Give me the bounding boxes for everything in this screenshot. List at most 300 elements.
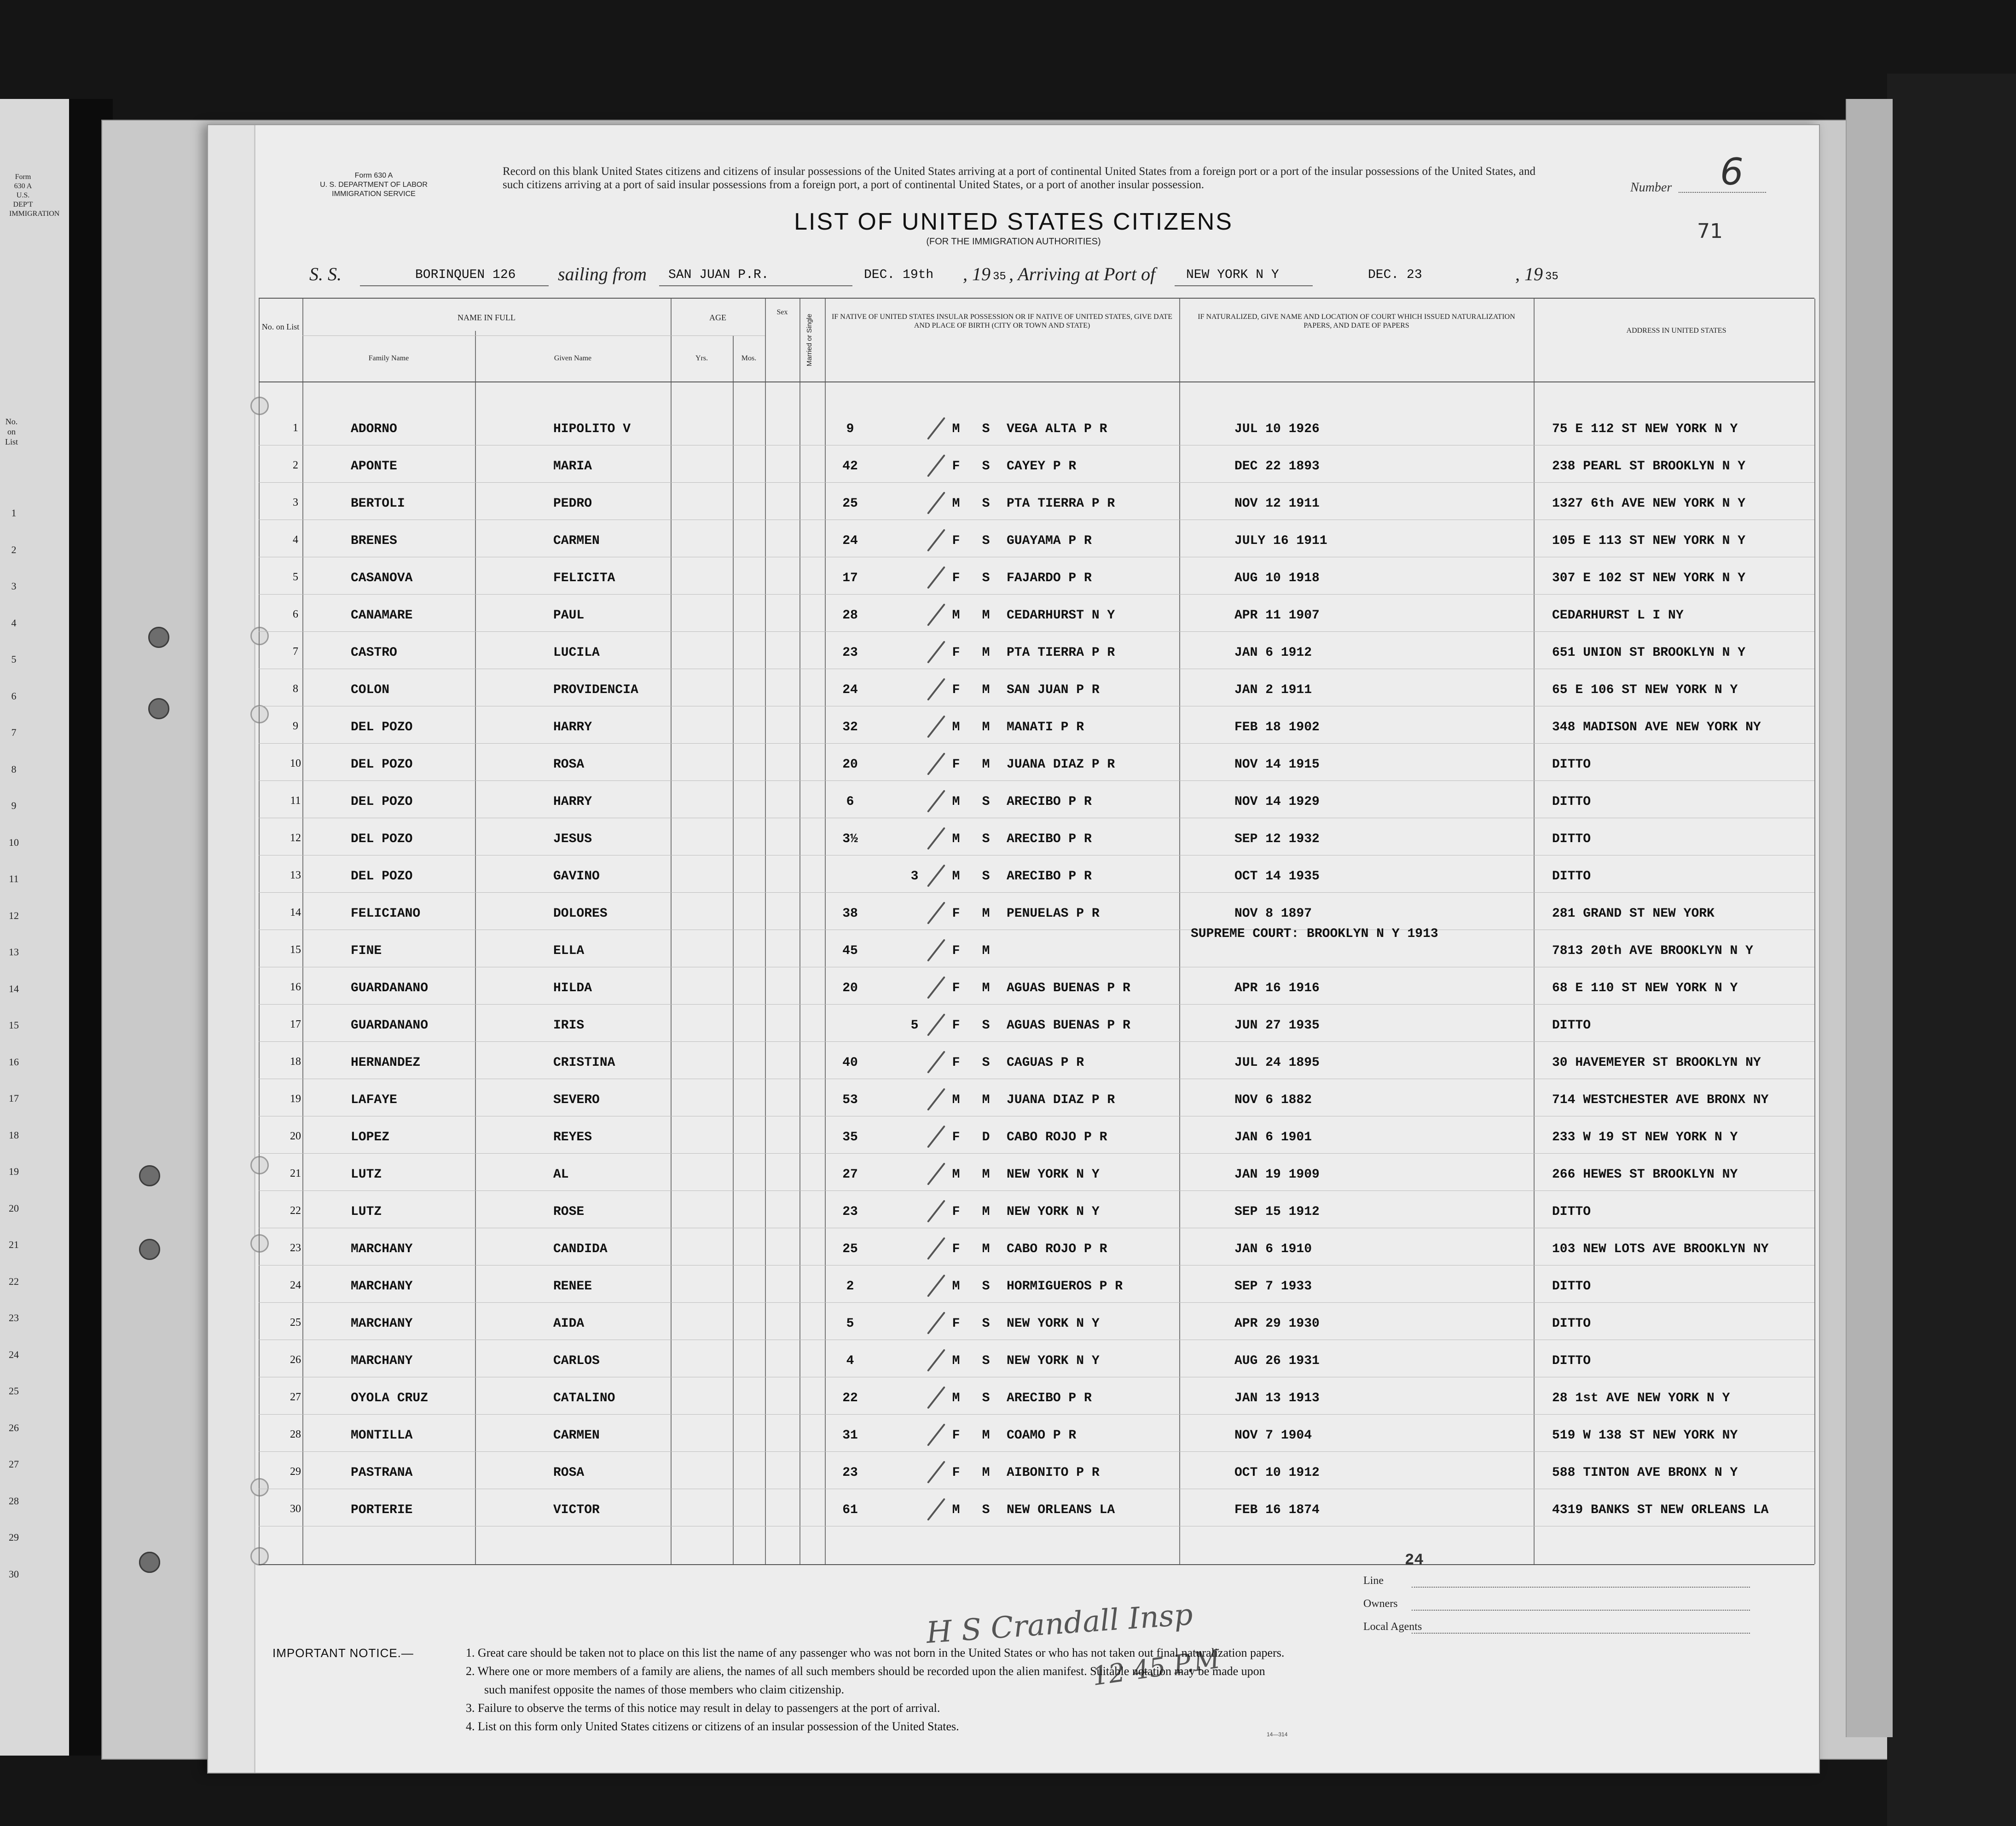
age-years: 45 xyxy=(842,944,858,958)
birth-place: CABO ROJO P R xyxy=(1007,1130,1107,1144)
age-years: 27 xyxy=(842,1167,858,1182)
punch-hole xyxy=(139,1552,160,1573)
row-number: 3 xyxy=(293,497,298,509)
family-name: COLON xyxy=(351,683,390,697)
address: DITTO xyxy=(1552,832,1591,846)
sex: M xyxy=(952,1167,960,1182)
age-years: 25 xyxy=(842,1242,858,1256)
birth-place: AGUAS BUENAS P R xyxy=(1007,981,1130,995)
previous-row-number: 19 xyxy=(9,1166,19,1177)
table-row xyxy=(259,484,1814,520)
family-name: DEL POZO xyxy=(351,720,413,734)
row-number: 7 xyxy=(293,646,298,658)
previous-row-number: 26 xyxy=(9,1422,19,1433)
previous-row-number: 17 xyxy=(9,1092,19,1104)
row-number: 18 xyxy=(290,1056,301,1068)
sex: F xyxy=(952,757,960,772)
family-name: MARCHANY xyxy=(351,1242,413,1256)
row-number: 21 xyxy=(290,1167,301,1179)
sex: M xyxy=(952,1391,960,1405)
table-row xyxy=(259,1490,1814,1526)
birth-date: JAN 6 1910 xyxy=(1234,1242,1312,1256)
previous-row-number: 13 xyxy=(9,946,19,958)
check-mark xyxy=(927,1312,945,1335)
sex: F xyxy=(952,571,960,585)
family-name: LUTZ xyxy=(351,1167,382,1182)
sex: F xyxy=(952,1130,960,1144)
row-number: 5 xyxy=(293,571,298,583)
departure-port: SAN JUAN P.R. xyxy=(668,268,769,282)
previous-row-number: 14 xyxy=(9,982,19,994)
family-name: CASANOVA xyxy=(351,571,413,585)
sex: F xyxy=(952,1317,960,1331)
previous-row-number: 10 xyxy=(9,836,19,848)
birth-date: JAN 13 1913 xyxy=(1234,1391,1320,1405)
header-given-name: Given Name xyxy=(554,354,592,362)
notice-heading: IMPORTANT NOTICE.— xyxy=(272,1646,414,1660)
sex: F xyxy=(952,907,960,921)
table-row xyxy=(259,1453,1814,1489)
given-name: MARIA xyxy=(553,459,592,474)
table-row xyxy=(259,927,1814,967)
given-name: REYES xyxy=(553,1130,592,1144)
age-years: 23 xyxy=(842,1466,858,1480)
previous-row-number: 18 xyxy=(9,1129,19,1141)
family-name: DEL POZO xyxy=(351,795,413,809)
row-number: 29 xyxy=(290,1466,301,1478)
given-name: ROSA xyxy=(553,757,585,772)
table-row xyxy=(259,707,1814,744)
given-name: CARLOS xyxy=(553,1354,600,1368)
punch-hole xyxy=(139,1239,160,1260)
family-name: MARCHANY xyxy=(351,1354,413,1368)
family-name: ADORNO xyxy=(351,422,397,436)
row-number: 4 xyxy=(293,534,298,546)
birth-date: SEP 12 1932 xyxy=(1234,832,1320,846)
previous-row-number: 27 xyxy=(9,1458,19,1470)
previous-row-number: 30 xyxy=(9,1568,19,1580)
table-row xyxy=(259,409,1814,445)
header-family-name: Family Name xyxy=(368,354,409,362)
birth-place: PTA TIERRA P R xyxy=(1007,646,1115,660)
departure-date: DEC. 19th xyxy=(864,268,934,282)
address: DITTO xyxy=(1552,757,1591,772)
given-name: ROSE xyxy=(553,1205,585,1219)
marital-status: S xyxy=(982,534,990,548)
birth-date: DEC 22 1893 xyxy=(1234,459,1320,474)
page-subtitle: (FOR THE IMMIGRATION AUTHORITIES) xyxy=(926,237,1101,247)
row-number: 30 xyxy=(290,1503,301,1515)
form-identifier: Form 630 A U. S. DEPARTMENT OF LABOR IMMIGRATION SERVICE xyxy=(320,172,428,198)
age-years: 3½ xyxy=(842,832,858,846)
punch-hole xyxy=(148,627,169,648)
birth-place: CAGUAS P R xyxy=(1007,1056,1084,1070)
age-years: 53 xyxy=(842,1093,858,1107)
birth-date: NOV 7 1904 xyxy=(1234,1428,1312,1443)
row-number: 1 xyxy=(293,422,298,434)
birth-place: AIBONITO P R xyxy=(1007,1466,1100,1480)
sex: M xyxy=(952,869,960,884)
year-label: , 19 xyxy=(1515,264,1543,284)
check-mark xyxy=(927,1051,945,1074)
previous-row-number: 3 xyxy=(11,580,17,592)
check-mark xyxy=(927,1162,945,1185)
family-name: FELICIANO xyxy=(351,907,421,921)
row-number: 13 xyxy=(290,869,301,881)
marital-status: M xyxy=(982,981,990,995)
birth-date: SEP 15 1912 xyxy=(1234,1205,1320,1219)
table-row xyxy=(259,1005,1814,1042)
sex: F xyxy=(952,944,960,958)
signature-time: 12 45 P.M xyxy=(1090,1644,1222,1692)
marital-status: S xyxy=(982,459,990,474)
family-name: DEL POZO xyxy=(351,757,413,772)
given-name: PEDRO xyxy=(553,497,592,511)
table-row xyxy=(259,1416,1814,1452)
owners-label: Owners xyxy=(1363,1598,1750,1621)
birth-date: NOV 12 1911 xyxy=(1234,497,1320,511)
family-name: LOPEZ xyxy=(351,1130,390,1144)
table-row xyxy=(259,558,1814,595)
check-mark xyxy=(927,1386,945,1409)
check-mark xyxy=(927,827,945,850)
marital-status: M xyxy=(982,907,990,921)
notice-item-1: 1. Great care should be taken not to place on this list the name of any passenger who was not born in the United States or who has not taken out final naturalization papers. xyxy=(466,1646,1285,1659)
row-number: 20 xyxy=(290,1130,301,1142)
table-row xyxy=(259,446,1814,483)
family-name: MARCHANY xyxy=(351,1279,413,1294)
previous-page-edge xyxy=(0,99,70,1756)
check-mark xyxy=(927,1088,945,1111)
departure-year: 35 xyxy=(993,271,1006,283)
check-mark xyxy=(927,1461,945,1484)
check-mark xyxy=(927,1423,945,1446)
birth-place: MANATI P R xyxy=(1007,720,1084,734)
table-row xyxy=(259,1192,1814,1228)
address: 307 E 102 ST NEW YORK N Y xyxy=(1552,571,1746,585)
birth-date: JUL 10 1926 xyxy=(1234,422,1320,436)
age-years: 5 xyxy=(846,1317,854,1331)
marital-status: M xyxy=(982,757,990,772)
sex: F xyxy=(952,1466,960,1480)
sex: M xyxy=(952,720,960,734)
age-years: 25 xyxy=(842,497,858,511)
previous-page-row-numbers xyxy=(5,506,23,1604)
age-years: 40 xyxy=(842,1056,858,1070)
arrival-year: 35 xyxy=(1545,271,1558,283)
check-mark xyxy=(927,1013,945,1036)
address: CEDARHURST L I NY xyxy=(1552,608,1684,623)
marital-status: M xyxy=(982,608,990,623)
age-years: 9 xyxy=(846,422,854,436)
check-mark xyxy=(927,976,945,999)
passenger-table xyxy=(259,298,1814,1565)
sex: F xyxy=(952,683,960,697)
header-name-in-full: NAME IN FULL xyxy=(458,313,516,322)
family-name: FINE xyxy=(351,944,382,958)
row-number: 28 xyxy=(290,1428,301,1440)
row-number: 19 xyxy=(290,1093,301,1105)
birth-date: NOV 14 1915 xyxy=(1234,757,1320,772)
birth-place: AGUAS BUENAS P R xyxy=(1007,1018,1130,1033)
table-row xyxy=(259,1229,1814,1265)
notice-item-2-continued: such manifest opposite the names of those members who claim citizenship. xyxy=(484,1683,844,1696)
birth-place: PENUELAS P R xyxy=(1007,907,1100,921)
previous-row-number: 21 xyxy=(9,1239,19,1250)
address: DITTO xyxy=(1552,869,1591,884)
birth-date: JAN 6 1912 xyxy=(1234,646,1312,660)
given-name: CARMEN xyxy=(553,1428,600,1443)
notice-item-2: 2. Where one or more members of a family are aliens, the names of all such members should be recorded upon the alien manifest. Suitable notation may be made upon xyxy=(466,1664,1265,1678)
previous-row-number: 8 xyxy=(11,763,17,775)
family-name: DEL POZO xyxy=(351,869,413,884)
ship-name: BORINQUEN 126 xyxy=(415,268,516,282)
header-age: AGE xyxy=(709,313,726,322)
marital-status: S xyxy=(982,571,990,585)
given-name: HIPOLITO V xyxy=(553,422,631,436)
age-years: 20 xyxy=(842,757,858,772)
given-name: GAVINO xyxy=(553,869,600,884)
marital-status: S xyxy=(982,869,990,884)
family-name: DEL POZO xyxy=(351,832,413,846)
age-years: 20 xyxy=(842,981,858,995)
row-number: 9 xyxy=(293,720,298,732)
row-number: 26 xyxy=(290,1354,301,1366)
marital-status: M xyxy=(982,1205,990,1219)
address: DITTO xyxy=(1552,1279,1591,1294)
family-name: HERNANDEZ xyxy=(351,1056,421,1070)
table-row xyxy=(259,1155,1814,1191)
birth-place: JUANA DIAZ P R xyxy=(1007,1093,1115,1107)
arrival-port: NEW YORK N Y xyxy=(1186,268,1279,282)
age-years: 24 xyxy=(842,534,858,548)
marital-status: S xyxy=(982,1391,990,1405)
voyage-line xyxy=(309,263,1782,291)
given-name: CANDIDA xyxy=(553,1242,608,1256)
table-row xyxy=(259,521,1814,557)
family-name: BRENES xyxy=(351,534,397,548)
sex: M xyxy=(952,1503,960,1517)
address: 348 MADISON AVE NEW YORK NY xyxy=(1552,720,1761,734)
family-name: BERTOLI xyxy=(351,497,405,511)
row-number: 23 xyxy=(290,1242,301,1254)
page-title: LIST OF UNITED STATES CITIZENS xyxy=(794,208,1233,235)
marital-status: S xyxy=(982,795,990,809)
birth-place: NEW ORLEANS LA xyxy=(1007,1503,1115,1517)
family-name: MONTILLA xyxy=(351,1428,413,1443)
sex: M xyxy=(952,1354,960,1368)
scan-right-margin xyxy=(1887,74,2016,1826)
given-name: PAUL xyxy=(553,608,585,623)
marital-status: S xyxy=(982,1317,990,1331)
address: 519 W 138 ST NEW YORK NY xyxy=(1552,1428,1738,1443)
check-mark xyxy=(927,417,945,440)
table-row xyxy=(259,745,1814,781)
birth-place: ARECIBO P R xyxy=(1007,869,1092,884)
given-name: CARMEN xyxy=(553,534,600,548)
marital-status: S xyxy=(982,422,990,436)
birth-place: HORMIGUEROS P R xyxy=(1007,1279,1123,1294)
row-number: 6 xyxy=(293,608,298,620)
arrival-date: DEC. 23 xyxy=(1368,268,1422,282)
pencil-mark: 24 xyxy=(1405,1552,1424,1569)
sex: F xyxy=(952,459,960,474)
table-row xyxy=(259,856,1814,893)
previous-row-number: 22 xyxy=(9,1275,19,1287)
birth-date: AUG 26 1931 xyxy=(1234,1354,1320,1368)
previous-row-number: 4 xyxy=(11,617,17,629)
birth-date: NOV 6 1882 xyxy=(1234,1093,1312,1107)
sex: F xyxy=(952,646,960,660)
birth-date: JAN 6 1901 xyxy=(1234,1130,1312,1144)
age-years: 31 xyxy=(842,1428,858,1443)
sex: M xyxy=(952,832,960,846)
birth-date: JAN 19 1909 xyxy=(1234,1167,1320,1182)
given-name: DOLORES xyxy=(553,907,608,921)
previous-row-number: 23 xyxy=(9,1312,19,1323)
birth-date: FEB 18 1902 xyxy=(1234,720,1320,734)
birth-place: VEGA ALTA P R xyxy=(1007,422,1107,436)
age-years: 6 xyxy=(846,795,854,809)
row-number: 10 xyxy=(290,757,301,769)
row-number: 16 xyxy=(290,981,301,993)
address: 65 E 106 ST NEW YORK N Y xyxy=(1552,683,1738,697)
ship-underline xyxy=(360,285,549,286)
given-name: HILDA xyxy=(553,981,592,995)
marital-status: M xyxy=(982,720,990,734)
age-months: 3 xyxy=(910,869,919,884)
port-underline xyxy=(659,285,852,286)
marital-status: M xyxy=(982,1428,990,1443)
address: DITTO xyxy=(1552,795,1591,809)
birth-place: FAJARDO P R xyxy=(1007,571,1092,585)
table-row xyxy=(259,782,1814,818)
inspector-signature: H S Crandall Insp xyxy=(925,1597,1194,1651)
notice-item-4: 4. List on this form only United States citizens or citizens of an insular possession of the United States. xyxy=(466,1720,959,1733)
birth-place: ARECIBO P R xyxy=(1007,832,1092,846)
marital-status: S xyxy=(982,1056,990,1070)
header-place-of-birth: IF NATIVE OF UNITED STATES INSULAR POSSESSION OR IF NATIVE OF UNITED STATES, GIVE DATE AND PLACE OF BIRTH (CITY OR TOWN AND STATE) xyxy=(831,313,1173,329)
row-number: 17 xyxy=(290,1018,301,1030)
given-name: AIDA xyxy=(553,1317,585,1331)
sex: F xyxy=(952,1428,960,1443)
age-years: 35 xyxy=(842,1130,858,1144)
sex: F xyxy=(952,534,960,548)
address: 4319 BANKS ST NEW ORLEANS LA xyxy=(1552,1503,1769,1517)
sex: M xyxy=(952,608,960,623)
address: 588 TINTON AVE BRONX N Y xyxy=(1552,1466,1738,1480)
given-name: JESUS xyxy=(553,832,592,846)
family-name: OYOLA CRUZ xyxy=(351,1391,429,1405)
previous-row-number: 7 xyxy=(11,727,17,738)
check-mark xyxy=(927,491,945,514)
previous-row-number: 15 xyxy=(9,1019,19,1031)
given-name: IRIS xyxy=(553,1018,585,1033)
row-number: 15 xyxy=(290,944,301,956)
birth-date: JULY 16 1911 xyxy=(1234,534,1327,548)
previous-row-number: 1 xyxy=(11,507,17,519)
given-name: ELLA xyxy=(553,944,585,958)
family-name: CANAMARE xyxy=(351,608,413,623)
naturalization: SUPREME COURT: BROOKLYN N Y 1913 xyxy=(1191,927,1438,941)
sex: M xyxy=(952,422,960,436)
age-years: 61 xyxy=(842,1503,858,1517)
birth-date: AUG 10 1918 xyxy=(1234,571,1320,585)
arriving-label: , Arriving at Port of xyxy=(1009,264,1156,284)
check-mark xyxy=(927,1349,945,1372)
check-mark xyxy=(927,1274,945,1297)
previous-row-number: 12 xyxy=(9,909,19,921)
line-label: Line xyxy=(1363,1575,1750,1598)
age-years: 28 xyxy=(842,608,858,623)
table-row xyxy=(259,1378,1814,1415)
birth-date: JAN 2 1911 xyxy=(1234,683,1312,697)
check-mark xyxy=(927,1200,945,1223)
address: 103 NEW LOTS AVE BROOKLYN NY xyxy=(1552,1242,1769,1256)
birth-place: CEDARHURST N Y xyxy=(1007,608,1115,623)
marital-status: D xyxy=(982,1130,990,1144)
birth-date: APR 11 1907 xyxy=(1234,608,1320,623)
birth-place: NEW YORK N Y xyxy=(1007,1205,1100,1219)
marital-status: S xyxy=(982,1354,990,1368)
birth-place: CAYEY P R xyxy=(1007,459,1077,474)
header-years: Yrs. xyxy=(695,354,708,362)
table-row xyxy=(259,819,1814,855)
record-instructions: Record on this blank United States citizens and citizens of insular possessions of the United States arriving at a port of continental United States from a foreign port or a port of the insular possessions of the United States, and such citizens arriving at a port of said insular possessions from a foreign port, a port of continental United States, or a port of another insular possession. xyxy=(503,165,1535,191)
marital-status: M xyxy=(982,1466,990,1480)
family-name: GUARDANANO xyxy=(351,981,429,995)
marital-status: S xyxy=(982,497,990,511)
age-years: 2 xyxy=(846,1279,854,1294)
birth-place: GUAYAMA P R xyxy=(1007,534,1092,548)
check-mark xyxy=(927,1237,945,1260)
address: 281 GRAND ST NEW YORK xyxy=(1552,907,1715,921)
arrival-port-underline xyxy=(1175,285,1313,286)
punch-hole xyxy=(148,698,169,719)
table-row xyxy=(259,1266,1814,1303)
check-mark xyxy=(927,901,945,925)
birth-place: ARECIBO P R xyxy=(1007,795,1092,809)
marital-status: M xyxy=(982,1242,990,1256)
previous-row-number: 28 xyxy=(9,1495,19,1507)
sex: M xyxy=(952,1279,960,1294)
birth-place: ARECIBO P R xyxy=(1007,1391,1092,1405)
check-mark xyxy=(927,566,945,589)
form-print-code: 14—314 xyxy=(1267,1731,1288,1738)
age-years: 23 xyxy=(842,1205,858,1219)
sex: F xyxy=(952,981,960,995)
previous-row-number: 11 xyxy=(9,873,19,884)
family-name: LAFAYE xyxy=(351,1093,397,1107)
previous-page-form-label: Form 630 A U.S. DEP'T IMMIGRATION xyxy=(9,173,60,218)
row-number: 27 xyxy=(290,1391,301,1403)
table-row xyxy=(259,1117,1814,1154)
row-number: 25 xyxy=(290,1317,301,1329)
birth-date: APR 16 1916 xyxy=(1234,981,1320,995)
header-no-on-list: No. on List xyxy=(261,322,300,331)
birth-place: CABO ROJO P R xyxy=(1007,1242,1107,1256)
address: 714 WESTCHESTER AVE BRONX NY xyxy=(1552,1093,1769,1107)
age-years: 32 xyxy=(842,720,858,734)
given-name: HARRY xyxy=(553,795,592,809)
birth-place: NEW YORK N Y xyxy=(1007,1317,1100,1331)
check-mark xyxy=(927,529,945,552)
address: 233 W 19 ST NEW YORK N Y xyxy=(1552,1130,1738,1144)
birth-place: NEW YORK N Y xyxy=(1007,1167,1100,1182)
given-name: SEVERO xyxy=(553,1093,600,1107)
age-years: 4 xyxy=(846,1354,854,1368)
row-number: 8 xyxy=(293,683,298,695)
